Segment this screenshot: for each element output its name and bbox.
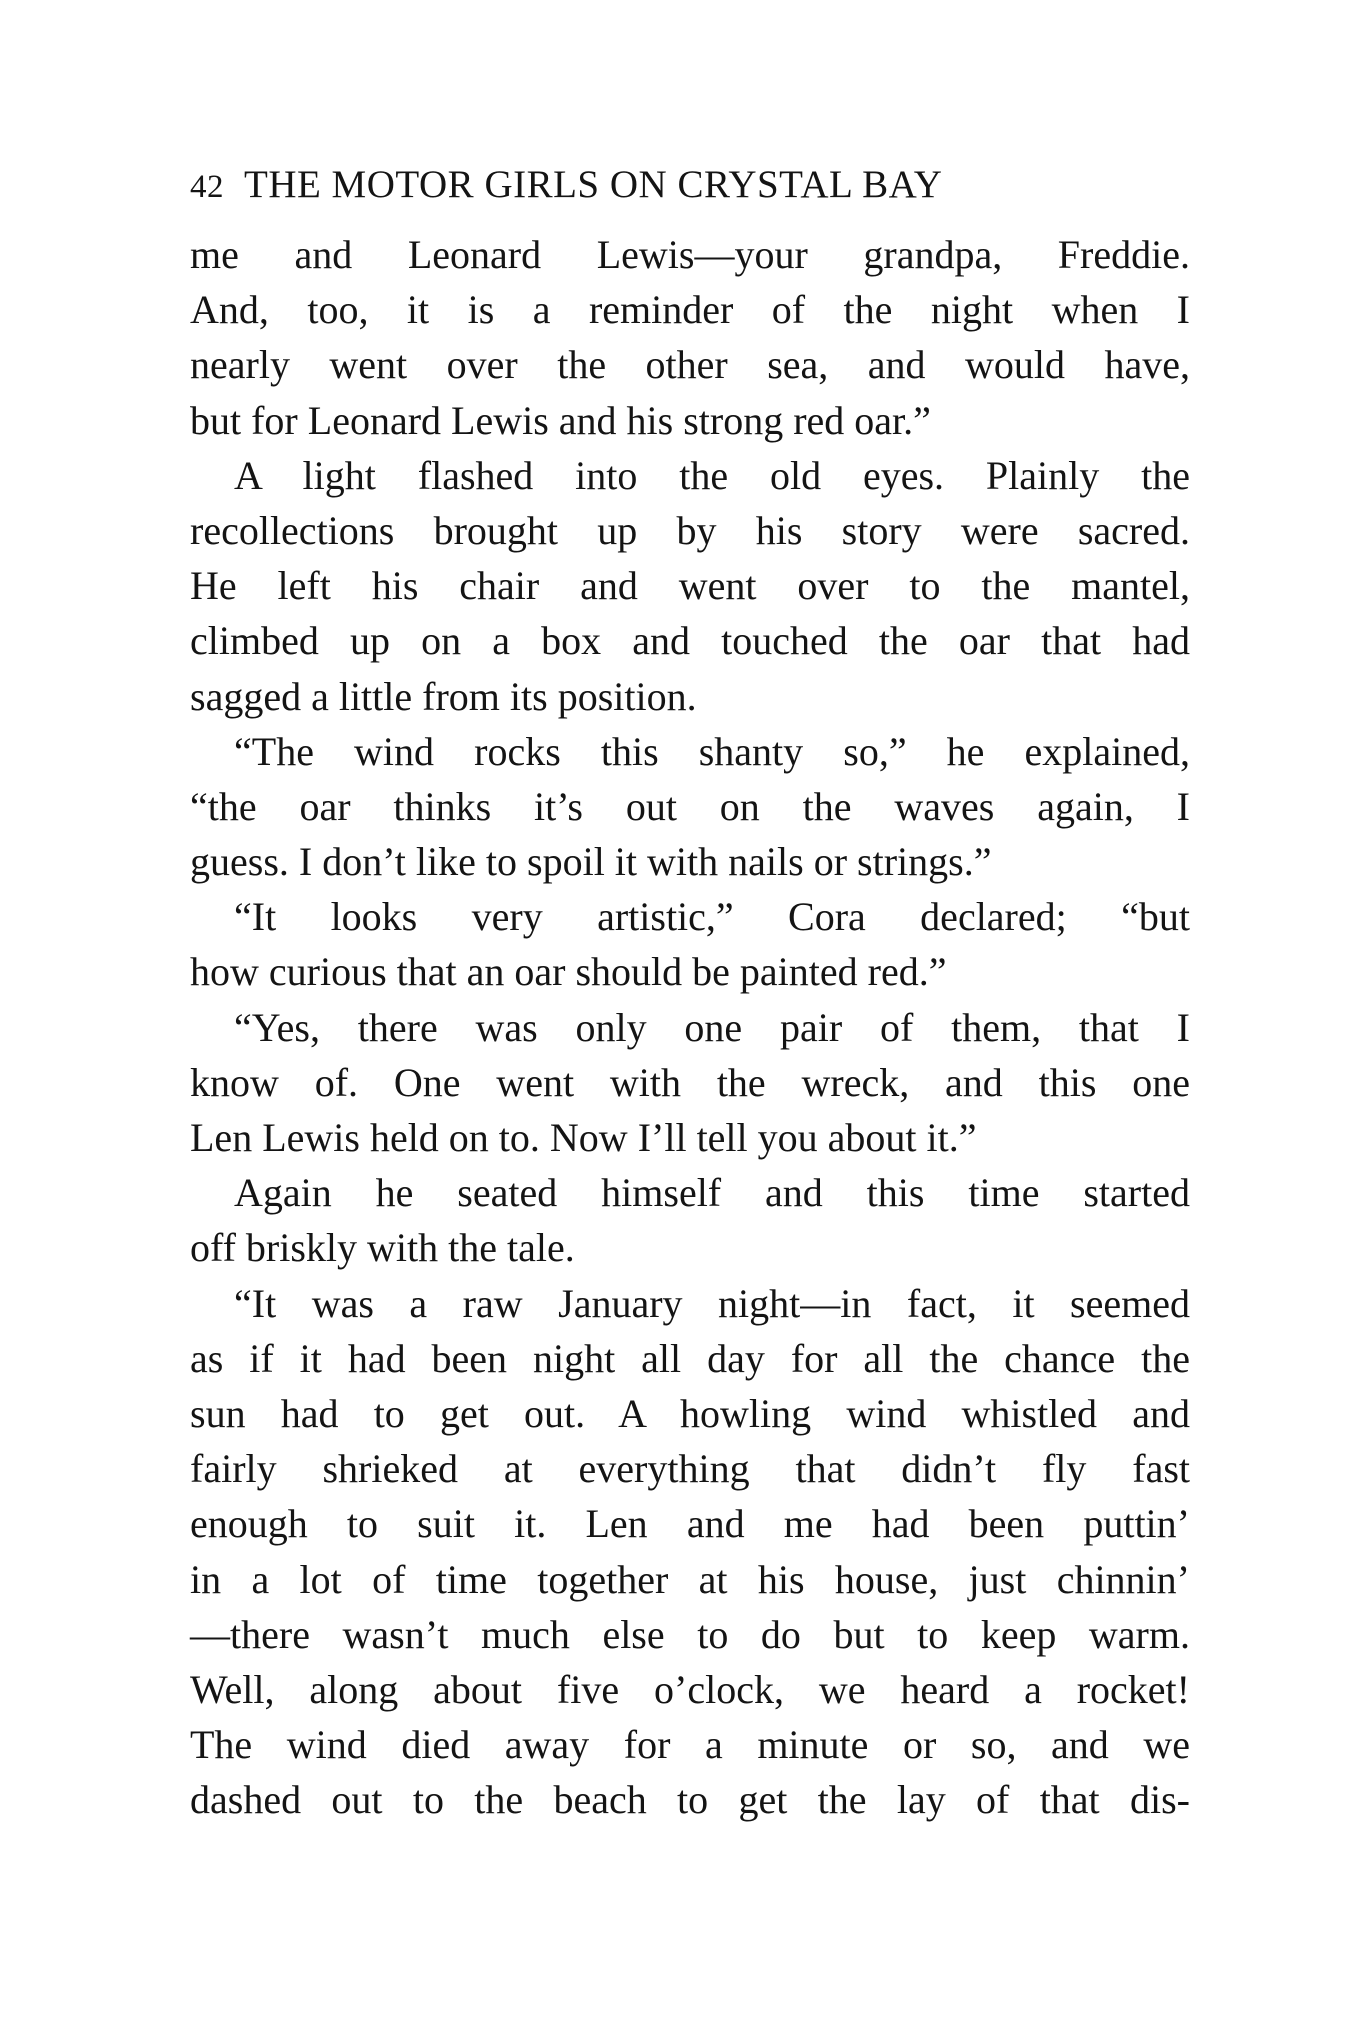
- text-line: And, too, it is a reminder of the night when I: [190, 287, 1190, 333]
- text-line: enough to suit it. Len and me had been puttin’: [190, 1501, 1190, 1547]
- text-line: “It was a raw January night—in fact, it seemed: [234, 1280, 1190, 1326]
- text-line: fairly shrieked at everything that didn’t fly fast: [190, 1446, 1190, 1492]
- text-line: —there wasn’t much else to do but to keep warm.: [190, 1611, 1190, 1657]
- book-page: [190, 160, 1190, 1827]
- text-line: The wind died away for a minute or so, and we: [190, 1722, 1190, 1768]
- text-line: “Yes, there was only one pair of them, that I: [234, 1004, 1190, 1050]
- text-line: dashed out to the beach to get the lay of that dis-: [190, 1777, 1190, 1823]
- text-line: “It looks very artistic,” Cora declared; “but: [234, 894, 1190, 940]
- text-line: how curious that an oar should be painted red.”: [190, 949, 947, 995]
- text-line: He left his chair and went over to the mantel,: [190, 563, 1190, 609]
- text-line: but for Leonard Lewis and his strong red oar.”: [190, 397, 931, 443]
- text-line: off briskly with the tale.: [190, 1225, 575, 1271]
- body-text: [190, 227, 1190, 1827]
- text-line: me and Leonard Lewis—your grandpa, Freddie.: [190, 232, 1190, 277]
- running-head: [190, 160, 1190, 210]
- text-line: sagged a little from its position.: [190, 673, 697, 719]
- text-line: as if it had been night all day for all the chance the: [190, 1335, 1190, 1381]
- text-line: “the oar thinks it’s out on the waves again, I: [190, 783, 1190, 829]
- text-line: in a lot of time together at his house, just chinnin’: [190, 1556, 1190, 1602]
- text-line: Len Lewis held on to. Now I’ll tell you about it.”: [190, 1115, 977, 1160]
- text-line: recollections brought up by his story were sacred.: [190, 507, 1190, 553]
- text-line: Again he seated himself and this time started: [234, 1170, 1190, 1216]
- book-title: THE MOTOR GIRLS ON CRYSTAL BAY: [244, 163, 943, 206]
- text-line: sun had to get out. A howling wind whistled and: [190, 1390, 1190, 1436]
- page-number: 42: [190, 169, 224, 205]
- text-line: know of. One went with the wreck, and this one: [190, 1059, 1190, 1105]
- text-line: “The wind rocks this shanty so,” he explained,: [234, 728, 1190, 774]
- text-line: climbed up on a box and touched the oar that had: [190, 618, 1190, 664]
- text-line: guess. I don’t like to spoil it with nails or strings.”: [190, 839, 992, 885]
- text-line: nearly went over the other sea, and would have,: [190, 342, 1190, 388]
- text-line: Well, along about five o’clock, we heard a rocket!: [190, 1666, 1190, 1712]
- text-line: A light flashed into the old eyes. Plainly the: [234, 452, 1190, 498]
